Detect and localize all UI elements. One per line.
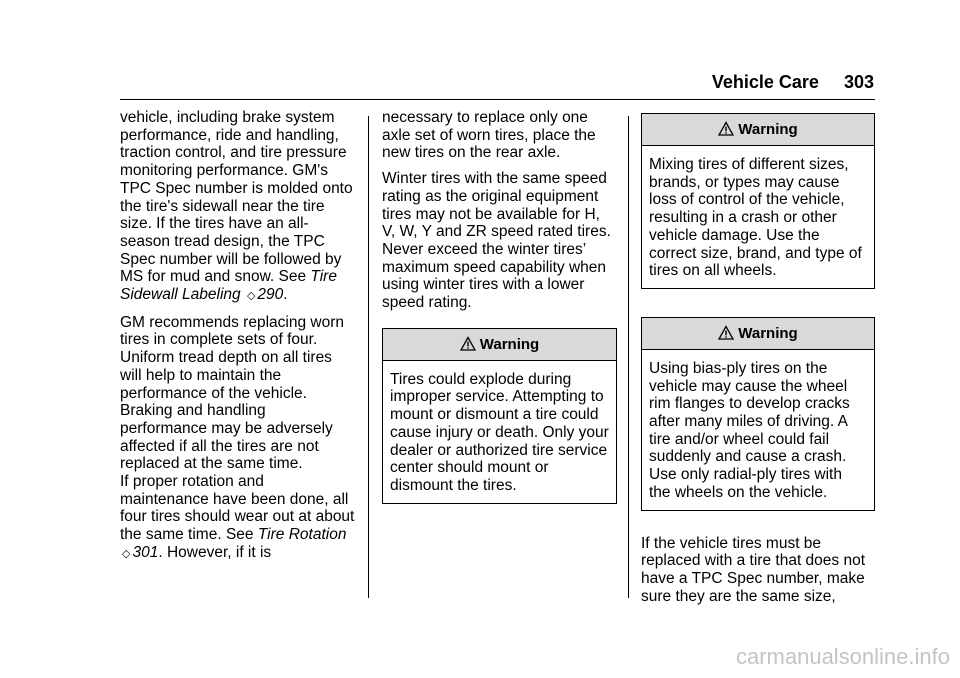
reference-arrow-icon: ◇ xyxy=(246,290,256,303)
column-3 xyxy=(641,109,875,613)
warning-title: Warning xyxy=(738,324,798,342)
warning-header xyxy=(383,329,616,361)
paragraph: necessary to replace only one axle set of worn tires, place the new tires on the rear axle. xyxy=(382,109,596,162)
warning-box xyxy=(641,113,875,289)
warning-body: Tires could explode during improper service. Attempting to mount or dismount a tire could cause injury or death. Only your dealer or authorized tire service center should mount or dismount the tires. xyxy=(390,370,609,494)
column-divider xyxy=(368,116,369,598)
cross-reference-link[interactable]: Tire Sidewall Labeling xyxy=(120,268,337,304)
reference-arrow-icon: ◇ xyxy=(122,547,131,560)
warning-title: Warning xyxy=(738,121,798,138)
column-1 xyxy=(120,109,356,572)
warning-box xyxy=(382,328,617,504)
paragraph: If the vehicle tires must be replaced with a tire that does not have a TPC Spec number, make sure they are the same size, xyxy=(641,534,866,605)
warning-triangle-icon xyxy=(460,336,476,351)
warning-body: Mixing tires of different sizes, brands, or types may cause loss of control of the vehicle, resulting in a crash or other vehicle damage. Use the correct size, brand, and type of tires on all wheels. xyxy=(649,156,862,280)
warning-box xyxy=(641,317,875,511)
page-header xyxy=(712,72,874,93)
warning-triangle-icon xyxy=(718,121,734,136)
header-rule xyxy=(120,99,875,100)
paragraph: Winter tires with the same speed rating as the original equipment tires may not be available for H, V, W, Y and ZR speed rated tires. Never exceed the winter tires’ maximum speed capability when using winter tires with a lower speed rating. xyxy=(382,170,611,312)
column-divider xyxy=(628,116,629,598)
warning-title: Warning xyxy=(479,335,540,353)
cross-reference-link[interactable]: Tire Rotation xyxy=(257,526,347,544)
warning-body: Using bias-ply tires on the vehicle may cause the wheel rim flanges to develop cracks after many miles of driving. A tire and/or wheel could fail suddenly and cause a crash. Use only radial-ply tires with the wheels on the vehicle. xyxy=(649,359,850,501)
page-number: 303 xyxy=(843,72,874,92)
column-2 xyxy=(382,109,617,504)
paragraph: If proper rotation and maintenance have been done, all four tires should wear out at about the same time. See Tire Rotation ◇ 301. However, if it is xyxy=(120,473,355,561)
paragraph: GM recommends replacing worn tires in complete sets of four. Uniform tread depth on all tires will help to maintain the performance of the vehicle. Braking and handling performance may be adversely affected if all the tires are not replaced at the same time. xyxy=(120,313,344,473)
warning-triangle-icon xyxy=(718,325,734,340)
watermark: carmanualsonline.info xyxy=(735,644,950,669)
paragraph: vehicle, including brake system performance, ride and handling, traction control, and tire pressure monitoring performance. GM's TPC Spec number is molded onto the tire's sidewall near the tire size. If the tires have an all-season tread design, the TPC Spec number will be followed by MS for mud and snow. See Tire Sidewall Labeling ◇ 290. xyxy=(120,109,353,304)
warning-header xyxy=(642,114,874,146)
section-title: Vehicle Care xyxy=(711,72,819,92)
warning-header xyxy=(642,318,874,350)
